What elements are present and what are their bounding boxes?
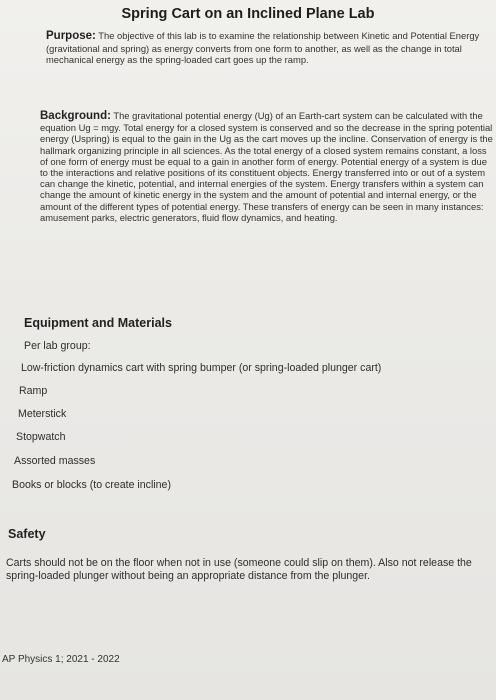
equipment-item: Ramp [19, 385, 48, 397]
equipment-item: Books or blocks (to create incline) [12, 479, 171, 491]
equipment-item: Low-friction dynamics cart with spring bumper (or spring-loaded plunger cart) [21, 362, 382, 374]
background-section [40, 110, 494, 223]
equipment-item: Assorted masses [14, 455, 96, 467]
background-label: Background: [40, 110, 111, 122]
course-footer: AP Physics 1; 2021 - 2022 [2, 654, 120, 665]
purpose-section [46, 30, 486, 66]
background-text: The gravitational potential energy (Ug) of an Earth-cart system can be calculated with the equation Ug = mgy. Total energy for a closed system is conserved and so the decrease in the spring potential energy (Uspring) is equal to the gain in the Ug as the cart moves up the incline. Conservation of energy is the hallmark organizing principle in all sciences. As the total energy of a closed system remains constant, a loss of one form of energy must be equal to a gain in another form of energy. Potential energy of a system is due to the interactions and relative positions of its constituent objects. Energy transferred into or out of a system can change the kinetic, potential, and internal energies of the system. Energy transfers within a system can change the amount of kinetic energy in the system and the amount of potential and internal energy, or the amount of the different types of potential energy. These transfers of energy can be seen in many instances: amusement parks, electric generators, fluid flow dynamics, and heating. [40, 110, 493, 223]
page-title: Spring Cart on an Inclined Plane Lab [121, 6, 375, 22]
equipment-item: Stopwatch [16, 431, 66, 443]
equipment-heading: Equipment and Materials [24, 316, 172, 330]
equipment-item: Meterstick [18, 408, 67, 420]
safety-text: Carts should not be on the floor when not in use (someone could slip on them). Also not release the spring-loaded plunger without being an appropriate distance from the plunger. [6, 557, 472, 583]
purpose-text: The objective of this lab is to examine the relationship between Kinetic and Potential Energy (gravitational and spring) as energy converts from one form to another, as well as the change in total mechanical energy as the spring-loaded cart goes up the ramp. [46, 30, 480, 66]
equipment-item: Per lab group: [24, 340, 91, 352]
purpose-label: Purpose: [46, 30, 96, 42]
safety-heading: Safety [8, 527, 46, 541]
